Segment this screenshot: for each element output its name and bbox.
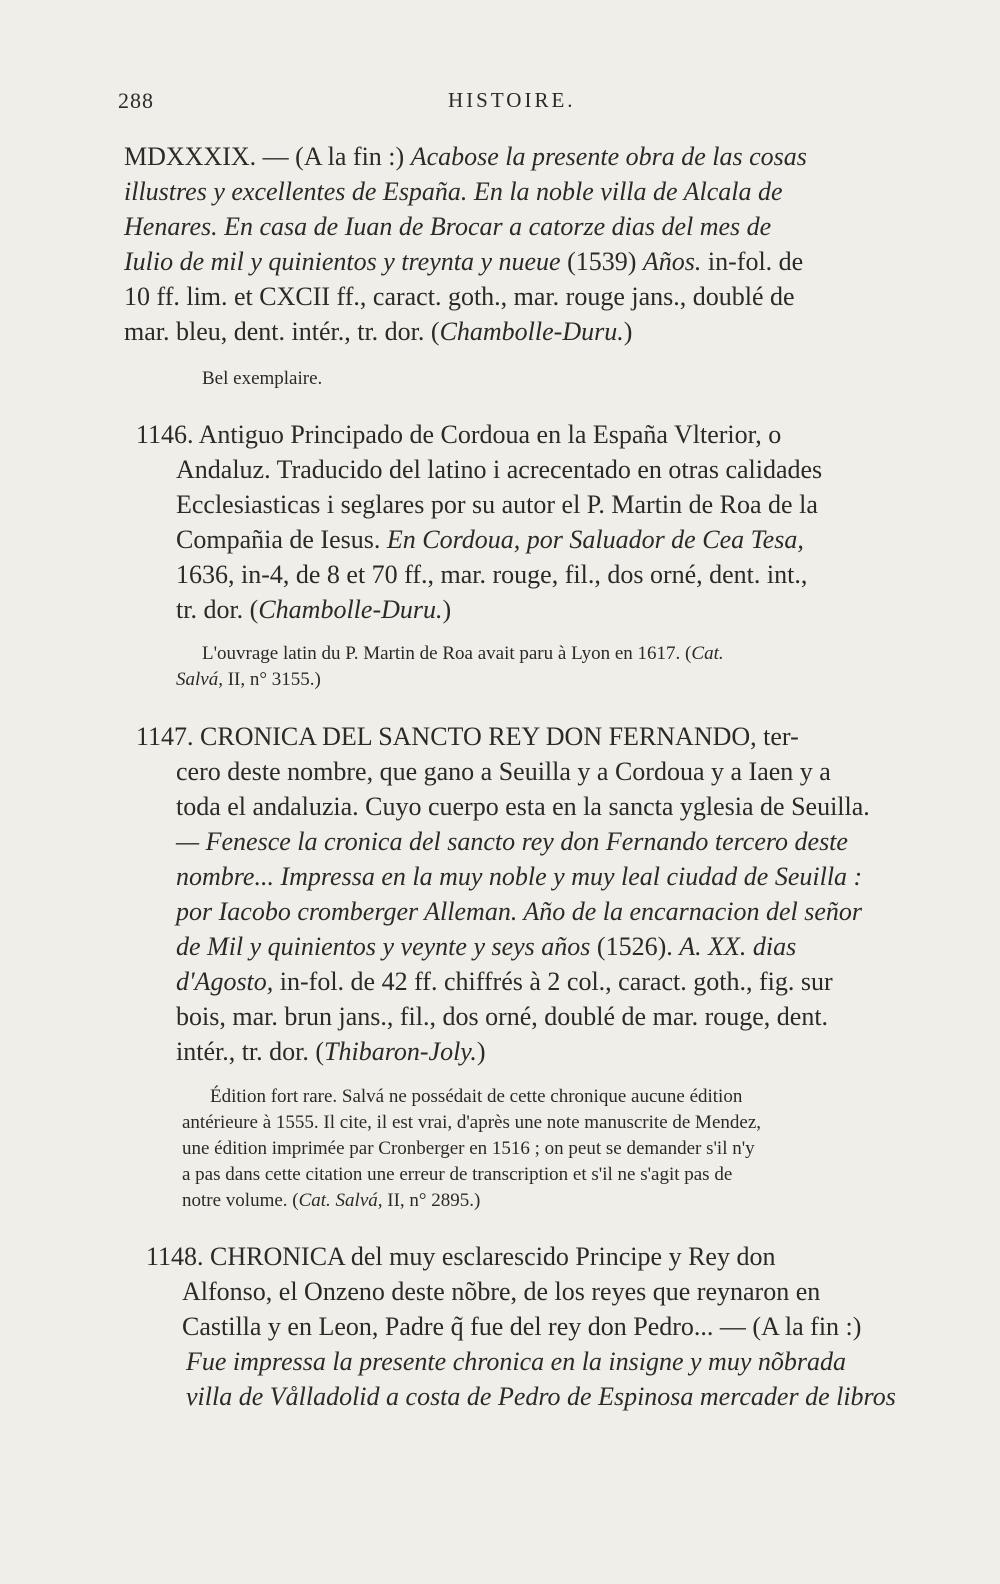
note-text: [176, 667, 321, 693]
entry-line: por Iacobo cromberger Alleman. Año de la encarnacion del señor: [176, 897, 862, 926]
line-text-italic: de Mil y quinientos y veynte y seys años: [176, 932, 591, 961]
entry-line: villa de Vålladolid a costa de Pedro de Espinosa mercader de libros: [186, 1382, 896, 1411]
entry-line: 1636, in-4, de 8 et 70 ff., mar. rouge, fil., dos orné, dent. int.,: [176, 560, 808, 589]
entry-line: toda el andaluzia. Cuyo cuerpo esta en la sancta yglesia de Seuilla.: [176, 792, 870, 821]
line-text-italic: d'Agosto,: [176, 967, 274, 996]
page-number: 288: [118, 88, 154, 113]
line-text: (1539): [560, 247, 643, 276]
page-header: [118, 88, 898, 128]
note-text-italic: Cat.: [691, 643, 724, 664]
line-text: MDXXXIX. — (A la fin :): [124, 142, 411, 171]
entry-line: [176, 1035, 486, 1069]
line-text: mar. bleu, dent. intér., tr. dor. (: [124, 317, 440, 346]
note-text: une édition imprimée par Cronberger en 1516 ; on peut se demander s'il n'y: [182, 1138, 755, 1159]
line-text: in-fol. de 42 ff. chiffrés à 2 col., caract. goth., fig. sur: [273, 967, 833, 996]
note-text-part: II, n° 3155.): [222, 669, 321, 690]
entry-line: — Fenesce la cronica del sancto rey don Fernando tercero deste: [176, 827, 848, 856]
note-text-italic: Cat. Salvá,: [298, 1190, 383, 1211]
note-text: antérieure à 1555. Il cite, il est vrai, d'après une note manuscrite de Mendez,: [182, 1112, 761, 1133]
entry-line: 10 ff. lim. et CXCII ff., caract. goth., mar. rouge jans., doublé de: [124, 282, 795, 311]
entry-line: bois, mar. brun jans., fil., dos orné, doublé de mar. rouge, dent.: [176, 1002, 829, 1031]
entry-line: Alfonso, el Onzeno deste nõbre, de los reyes que reynaron en: [182, 1277, 821, 1306]
line-text: ): [623, 317, 633, 346]
line-text: Compañia de Iesus.: [176, 525, 387, 554]
line-text: intér., tr. dor. (: [176, 1037, 325, 1066]
line-text-italic: Chambolle-Duru.: [439, 317, 624, 346]
entry-line: [176, 593, 451, 627]
entry-line: [176, 965, 833, 999]
line-text: tr. dor. (: [176, 595, 259, 624]
note-text: [202, 641, 724, 667]
running-title: HISTOIRE.: [448, 88, 576, 112]
line-text-italic: Acabose la presente obra de las cosas: [410, 142, 807, 171]
line-text-italic: Años.: [642, 247, 702, 276]
line-text-italic: Thibaron-Joly.: [324, 1037, 477, 1066]
entry-line: cero deste nombre, que gano a Seuilla y a Cordoua y a Iaen y a: [176, 757, 831, 786]
entry-line: [124, 140, 807, 174]
note-text-italic: Salvá,: [176, 669, 223, 690]
note-text-part: L'ouvrage latin du P. Martin de Roa avait paru à Lyon en 1617. (: [202, 643, 692, 664]
entry-line: Henares. En casa de Iuan de Brocar a catorze dias del mes de: [124, 212, 772, 241]
entry-line: [176, 930, 796, 964]
entry-line: 1146. Antiguo Principado de Cordoua en la España Vlterior, o: [136, 420, 782, 449]
line-text-italic: A. XX. dias: [679, 932, 797, 961]
entry-line: illustres y excellentes de España. En la noble villa de Alcala de: [124, 177, 783, 206]
entry-line: [124, 245, 803, 279]
note-text: [182, 1188, 480, 1214]
entry-line: 1147. CRONICA DEL SANCTO REY DON FERNANDO, ter-: [136, 722, 799, 751]
line-text-italic: Iulio de mil y quinientos y treynta y nueue: [124, 247, 561, 276]
entry-line: nombre... Impressa en la muy noble y muy leal ciudad de Seuilla :: [176, 862, 863, 891]
note-text: a pas dans cette citation une erreur de transcription et s'il ne s'agit pas de: [182, 1164, 733, 1185]
note-text: Bel exemplaire.: [202, 368, 323, 389]
line-text: (1526).: [590, 932, 680, 961]
entry-line: Ecclesiasticas i seglares por su autor el P. Martin de Roa de la: [176, 490, 818, 519]
entry-line: [124, 315, 632, 349]
note-text-part: II, n° 2895.): [382, 1190, 481, 1211]
line-text-italic: Chambolle-Duru.: [258, 595, 443, 624]
line-text-italic: En Cordoua, por Saluador de Cea Tesa,: [386, 525, 804, 554]
entry-line: Andaluz. Traducido del latino i acrecentado en otras calidades: [176, 455, 823, 484]
entry-line: [176, 523, 804, 557]
note-text: Édition fort rare. Salvá ne possédait de cette chronique aucune édition: [210, 1086, 743, 1107]
entry-line: 1148. CHRONICA del muy esclarescido Principe y Rey don: [146, 1242, 776, 1271]
line-text: in-fol. de: [701, 247, 804, 276]
line-text: ): [442, 595, 452, 624]
note-text-part: notre volume. (: [182, 1190, 299, 1211]
entry-line: Fue impressa la presente chronica en la insigne y muy nõbrada: [186, 1347, 846, 1376]
line-text: ): [476, 1037, 486, 1066]
entry-line: Castilla y en Leon, Padre q̃ fue del rey don Pedro... — (A la fin :): [182, 1312, 862, 1341]
